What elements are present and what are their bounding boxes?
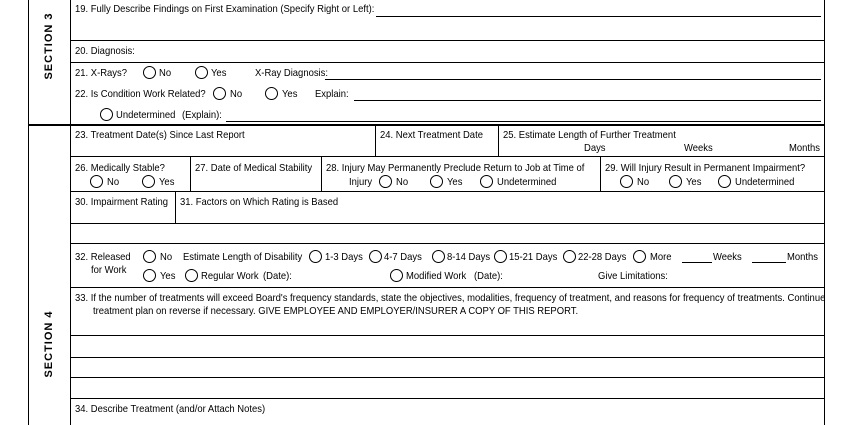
q29-undetermined-label: Undetermined [735, 176, 795, 188]
q32-estimate-label: Estimate Length of Disability [183, 251, 303, 263]
q32-no-radio[interactable] [143, 250, 156, 263]
q22-explain2-label: (Explain): [182, 109, 222, 121]
q28-divider [600, 157, 601, 191]
q28-label-line1: 28. Injury May Permanently Preclude Return to Job at Time of [326, 162, 585, 174]
q22-no-radio[interactable] [213, 87, 226, 100]
q32-modified-date-label: (Date): [474, 270, 503, 282]
q26-no-radio[interactable] [90, 175, 103, 188]
q32-limitations-label: Give Limitations: [598, 270, 668, 282]
q22-explain2-line[interactable] [226, 121, 821, 122]
q26-no-label: No [107, 176, 120, 188]
q27-label: 27. Date of Medical Stability [195, 162, 313, 174]
q20-label: 20. Diagnosis: [75, 45, 135, 57]
section-3-label: SECTION 3 [43, 12, 55, 80]
q33-answer-line-3[interactable] [71, 377, 824, 378]
q33-label-line2: treatment plan on reverse if necessary. GIVE EMPLOYEE AND EMPLOYER/INSURER A COPY OF THIS REPORT. [93, 305, 579, 317]
q29-yes-label: Yes [686, 176, 702, 188]
q30-label: 30. Impairment Rating [75, 196, 168, 208]
q33-answer-line-2[interactable] [71, 357, 824, 358]
section-divider [28, 124, 825, 126]
row-32-bottom-rule [71, 287, 824, 288]
q25-days-label: Days [584, 142, 606, 154]
q32-modified-work-radio[interactable] [390, 269, 403, 282]
q32-opt4-radio[interactable] [494, 250, 507, 263]
q32-no-label: No [160, 251, 173, 263]
q25-months-label: Months [789, 142, 820, 154]
q23-divider [375, 126, 376, 156]
q24-label: 24. Next Treatment Date [380, 129, 483, 141]
q21-label: 21. X-Rays? [75, 67, 128, 79]
q22-undetermined-label: Undetermined [116, 109, 176, 121]
q32-weeks-line[interactable] [682, 262, 712, 263]
q32-opt1-radio[interactable] [309, 250, 322, 263]
q32-months-line[interactable] [752, 262, 786, 263]
q21-no-label: No [159, 67, 172, 79]
q28-undetermined-radio[interactable] [480, 175, 493, 188]
q29-label: 29. Will Injury Result in Permanent Impairment? [605, 162, 806, 174]
q21-yes-radio[interactable] [195, 66, 208, 79]
q32-opt3-radio[interactable] [432, 250, 445, 263]
q32-yes-radio[interactable] [143, 269, 156, 282]
q32-label-line2: for Work [91, 264, 127, 276]
row-30-bottom-rule [71, 243, 824, 244]
section-column-divider [70, 0, 71, 425]
q22-explain-label: Explain: [315, 88, 349, 100]
q24-divider [498, 126, 499, 156]
q28-undetermined-label: Undetermined [497, 176, 557, 188]
q22-yes-radio[interactable] [265, 87, 278, 100]
row-23-bottom-rule [71, 156, 824, 157]
q32-label-line1: 32. Released [75, 251, 131, 263]
q26-yes-label: Yes [159, 176, 175, 188]
q28-yes-label: Yes [447, 176, 463, 188]
q32-regular-date-label: (Date): [263, 270, 292, 282]
q32-months-label: Months [787, 251, 818, 263]
q22-label: 22. Is Condition Work Related? [75, 88, 206, 100]
q32-weeks-label: Weeks [713, 251, 742, 263]
right-border [824, 0, 825, 425]
q32-yes-label: Yes [160, 270, 176, 282]
q28-no-label: No [396, 176, 409, 188]
q19-answer-line[interactable] [376, 16, 821, 17]
q28-label-line2: Injury [349, 176, 373, 188]
q32-opt2-label: 4-7 Days [384, 251, 422, 263]
q29-yes-radio[interactable] [669, 175, 682, 188]
q32-opt5-radio[interactable] [563, 250, 576, 263]
q20-bottom-rule [71, 62, 824, 63]
q34-label: 34. Describe Treatment (and/or Attach Notes) [75, 403, 266, 415]
q19-bottom-rule [71, 40, 824, 41]
q22-undetermined-radio[interactable] [100, 108, 113, 121]
q26-label: 26. Medically Stable? [75, 162, 165, 174]
q21-no-radio[interactable] [143, 66, 156, 79]
q28-yes-radio[interactable] [430, 175, 443, 188]
q33-bottom-rule [71, 398, 824, 399]
q22-yes-label: Yes [282, 88, 298, 100]
row-26-bottom-rule [71, 191, 824, 192]
q22-explain-line[interactable] [354, 100, 821, 101]
q32-opt4-label: 15-21 Days [509, 251, 558, 263]
q27-divider [321, 157, 322, 191]
q21-xray-diagnosis-line[interactable] [325, 79, 821, 80]
q19-label: 19. Fully Describe Findings on First Examination (Specify Right or Left): [75, 3, 375, 15]
q28-no-radio[interactable] [379, 175, 392, 188]
q30-divider [175, 192, 176, 223]
row-30-rule [71, 223, 824, 224]
q25-label: 25. Estimate Length of Further Treatment [503, 129, 676, 141]
q26-yes-radio[interactable] [142, 175, 155, 188]
q32-opt2-radio[interactable] [369, 250, 382, 263]
q21-yes-label: Yes [211, 67, 227, 79]
section-4-label: SECTION 4 [43, 310, 55, 378]
q21-xray-diagnosis-label: X-Ray Diagnosis: [255, 67, 329, 79]
q29-undetermined-radio[interactable] [718, 175, 731, 188]
q33-label-line1: 33. If the number of treatments will exceed Board's frequency standards, state the objectives, modalities, frequency of treatment, and reasons for frequency of treatments. Continue [75, 292, 826, 304]
q33-answer-line-1[interactable] [71, 335, 824, 336]
left-border [28, 0, 29, 425]
q26-divider [190, 157, 191, 191]
q23-label: 23. Treatment Date(s) Since Last Report [75, 129, 245, 141]
q32-modified-work-label: Modified Work [406, 270, 467, 282]
q32-regular-work-radio[interactable] [185, 269, 198, 282]
q32-opt3-label: 8-14 Days [447, 251, 491, 263]
q32-more-radio[interactable] [633, 250, 646, 263]
q25-weeks-label: Weeks [684, 142, 713, 154]
q32-opt5-label: 22-28 Days [578, 251, 627, 263]
q32-more-label: More [650, 251, 672, 263]
q22-no-label: No [230, 88, 243, 100]
q32-regular-work-label: Regular Work [201, 270, 259, 282]
q31-label: 31. Factors on Which Rating is Based [180, 196, 339, 208]
q29-no-radio[interactable] [620, 175, 633, 188]
q29-no-label: No [637, 176, 650, 188]
q32-opt1-label: 1-3 Days [325, 251, 363, 263]
